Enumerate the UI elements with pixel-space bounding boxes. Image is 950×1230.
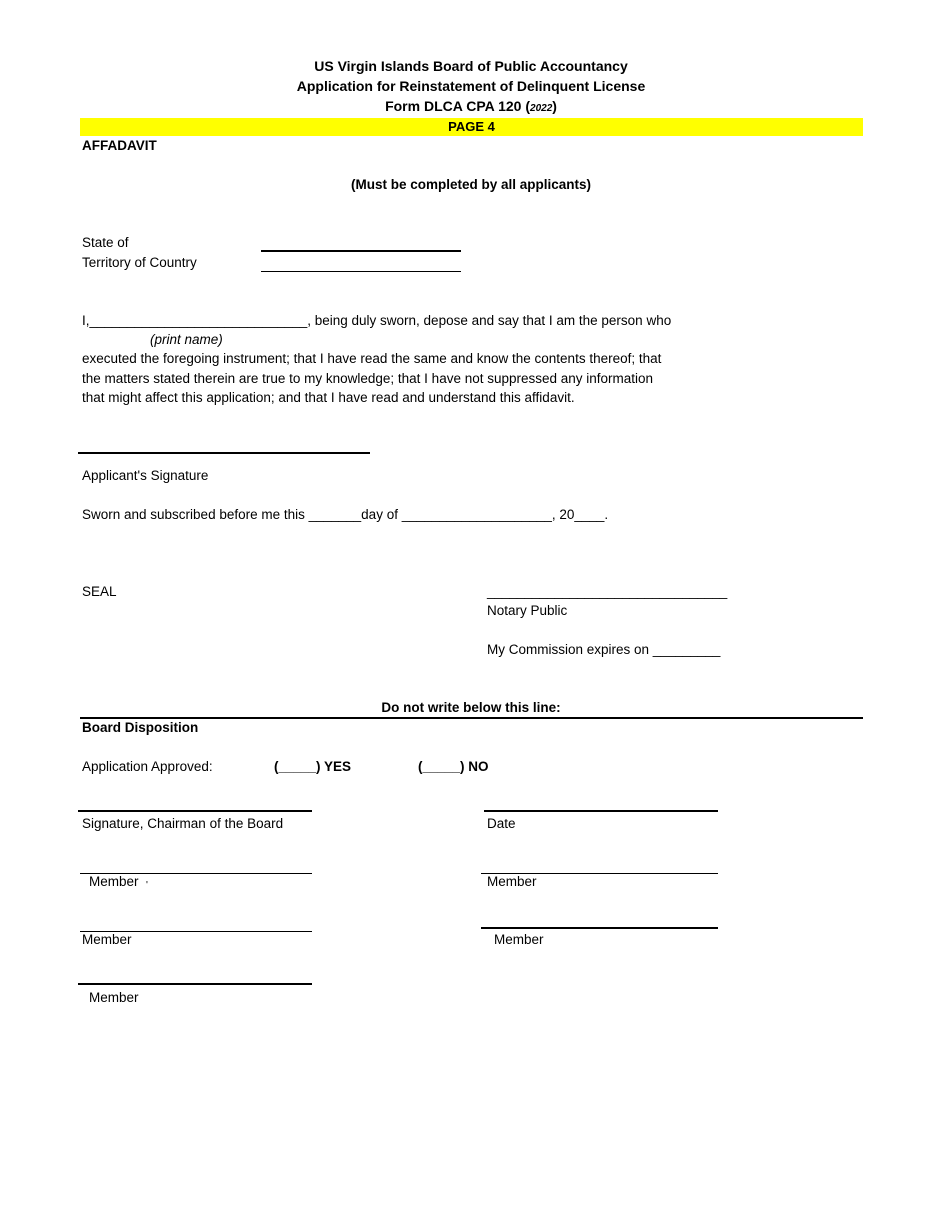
member-5-label: Member (89, 990, 139, 1005)
affidavit-title: AFFADAVIT (82, 138, 157, 153)
notary-label: Notary Public (487, 603, 568, 618)
member-5-line[interactable] (78, 983, 312, 985)
applicant-signature-line[interactable] (78, 452, 370, 454)
approved-no-option[interactable]: (_____) NO (418, 759, 489, 774)
applicant-signature-label: Applicant's Signature (82, 468, 209, 483)
affidavit-note: (Must be completed by all applicants) (350, 177, 592, 192)
date-line[interactable] (484, 810, 718, 812)
divider-line (80, 717, 863, 719)
member-2-label: Member (487, 874, 537, 889)
form-number-suffix: ) (552, 98, 557, 114)
form-number-prefix: Form DLCA CPA 120 ( (385, 98, 531, 114)
form-title: Application for Reinstatement of Delinquent License (296, 78, 646, 94)
oath-line-4: that might affect this application; and that I have read and understand this affidavit. (82, 390, 575, 405)
stray-mark: ' (146, 880, 148, 891)
print-name-caption: (print name) (150, 332, 223, 347)
do-not-write-divider-text: Do not write below this line: (381, 700, 561, 715)
board-disposition-title: Board Disposition (82, 720, 199, 735)
notary-signature-line[interactable]: ________________________________ (487, 584, 728, 599)
board-name: US Virgin Islands Board of Public Accountancy (314, 58, 628, 74)
form-number (0, 98, 942, 114)
date-label: Date (487, 816, 516, 831)
chairman-signature-line[interactable] (78, 810, 312, 812)
territory-field[interactable] (261, 271, 461, 272)
approved-yes-option[interactable]: (_____) YES (274, 759, 352, 774)
seal-label: SEAL (82, 584, 117, 599)
application-approved-label: Application Approved: (82, 759, 213, 774)
member-3-label: Member (82, 932, 132, 947)
member-1-label: Member (89, 874, 139, 889)
chairman-signature-label: Signature, Chairman of the Board (82, 816, 284, 831)
commission-expiry: My Commission expires on _________ (487, 642, 721, 657)
member-4-label: Member (494, 932, 544, 947)
territory-label: Territory of Country (82, 255, 197, 270)
oath-line-2: executed the foregoing instrument; that I have read the same and know the contents thereof; that (82, 351, 662, 366)
oath-line-3: the matters stated therein are true to my knowledge; that I have not suppressed any information (82, 371, 654, 386)
state-field[interactable] (261, 250, 461, 252)
state-label: State of (82, 235, 129, 250)
form-year: 2022 (530, 103, 553, 114)
sworn-statement: Sworn and subscribed before me this _______day of ____________________, 20____. (82, 507, 609, 522)
oath-line-1: I,_____________________________, being duly sworn, depose and say that I am the person who (82, 313, 672, 328)
member-4-line[interactable] (481, 927, 718, 929)
page-banner: PAGE 4 (80, 118, 863, 136)
